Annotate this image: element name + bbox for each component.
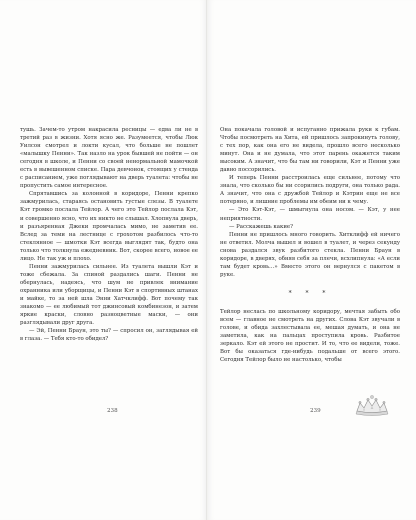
paragraph: Спрятавшись за колонной в коридоре, Пенни крепко зажмурилась, стараясь остановить густые слезы. В туалете Кэт громко послала Тейлор. А чего это Тейлор послала Кэт, и совершенно ясно, что их никто не слышал. Хлопнула дверь, и разъяренная Джеки промчалась мимо, не заметив ее. Вслед за теми на лестнице с грохотом разбилось что-то стеклянное — шмотки Кэт всегда выглядят так, будто она только что толкнула ежедневник. Вот, скорее всего, новое ее лицо. Не так уж и плохо. — [20, 191, 198, 262]
paragraph: Тейлор неслась по школьному коридору, мечтая забыть обо всем — главное не смотреть на других. Слова Кэт звучали в голове, и обида захлестывала ее, мешая думать, и она не заметила, как на пальцах проступила кровь. Разбитое зеркало. Кэт ей этого не простит. И то, что ее видели, тоже. Вот бы оказаться где-нибудь подальше от всего этого. Сегодня Тейлор было не настолько, чтобы — [220, 308, 400, 364]
paragraph: Пенни не пришлось много говорить. Хитклифф ей ничего не ответил. Молча вышел и вошел в туалет, и через секунду снова раздался звук разбитого стекла. Пенни Браун в коридоре, в дверях, обняв себя за плечи, всхлипнула: «А если там будет кровь…» Вместо этого он вернулся с пакетом в руке. — [220, 231, 400, 278]
section-separator: * * * — [288, 289, 332, 297]
paragraph: Она покачала головой и испуганно прижала руки к губам. Чтобы посмотреть на Хита, ей пришлось запрокинуть голову, с тех пор, как она его не видела, прошло всего несколько минут. Она и не думала, что этот парень окажется таким высоким. А значит, что бы там ни говорили, Кэт и Пенни уже давно поссорились. — [220, 127, 400, 174]
left-page-text — [20, 126, 198, 343]
left-page — [0, 0, 207, 520]
right-page — [207, 0, 416, 520]
paragraph: И теперь Пенни расстроилась еще сильнее, потому что знала, что сколько бы ни ссорились подруги, она только рада. А значит, что она с дружбой Тейлор и Кэтрин еще не все потеряно, и лишние проблемы им обеим ни к чему. — [220, 175, 400, 206]
tiara-ornament-icon — [352, 394, 392, 418]
paragraph: Пенни зажмурилась сильнее. Из туалета вышли Кэт и тоже сбежала. За спиной раздались шаги. Пенни не обернулась, надеясь, что шум не привлек внимание охранника или уборщицы, и Пенни Кэт в спортивных штанах и майке, то за ней шла Энни Хатчклифф. Вот почему так знакомо — ее любимый тот джинсовый комбинезон, и затем яркие краски, словно разноцветные маски, — они разглядывали друг друга. — [20, 263, 198, 327]
page-number-right: 239 — [310, 408, 321, 414]
paragraph: — Эй, Пенни Браун, это ты? — спросил он, заглядывая ей в глаза. — Тебя кто-то обидел? — [20, 328, 198, 343]
page-number-left: 238 — [107, 408, 118, 414]
paragraph: — Расскажешь какие? — [229, 223, 294, 230]
paragraph: — Это Кэт-Кэт, — шмыгнула она носом. — Кэт, у нее неприятности. — [220, 207, 400, 222]
right-page-text — [220, 126, 400, 364]
paragraph: тушь. Зачем-то утром накрасила ресницы — едва ли не в третий раз в жизни. Хотя ясно же. Разумеется, чтобы Люк Уилсон смотрел и локти кусал, что больше не пошлет «малышку Пенни». Так назло на урок бывшей не пойти — он сегодня в школе, и Пенни со своей ненормальной мамочкой есть в вывешенном списке. Пара девчонок, стоящих у стенда с расписанием, уже поглядывают на дверь туалета: чтобы не пропустить самое интересное. — [20, 127, 198, 190]
